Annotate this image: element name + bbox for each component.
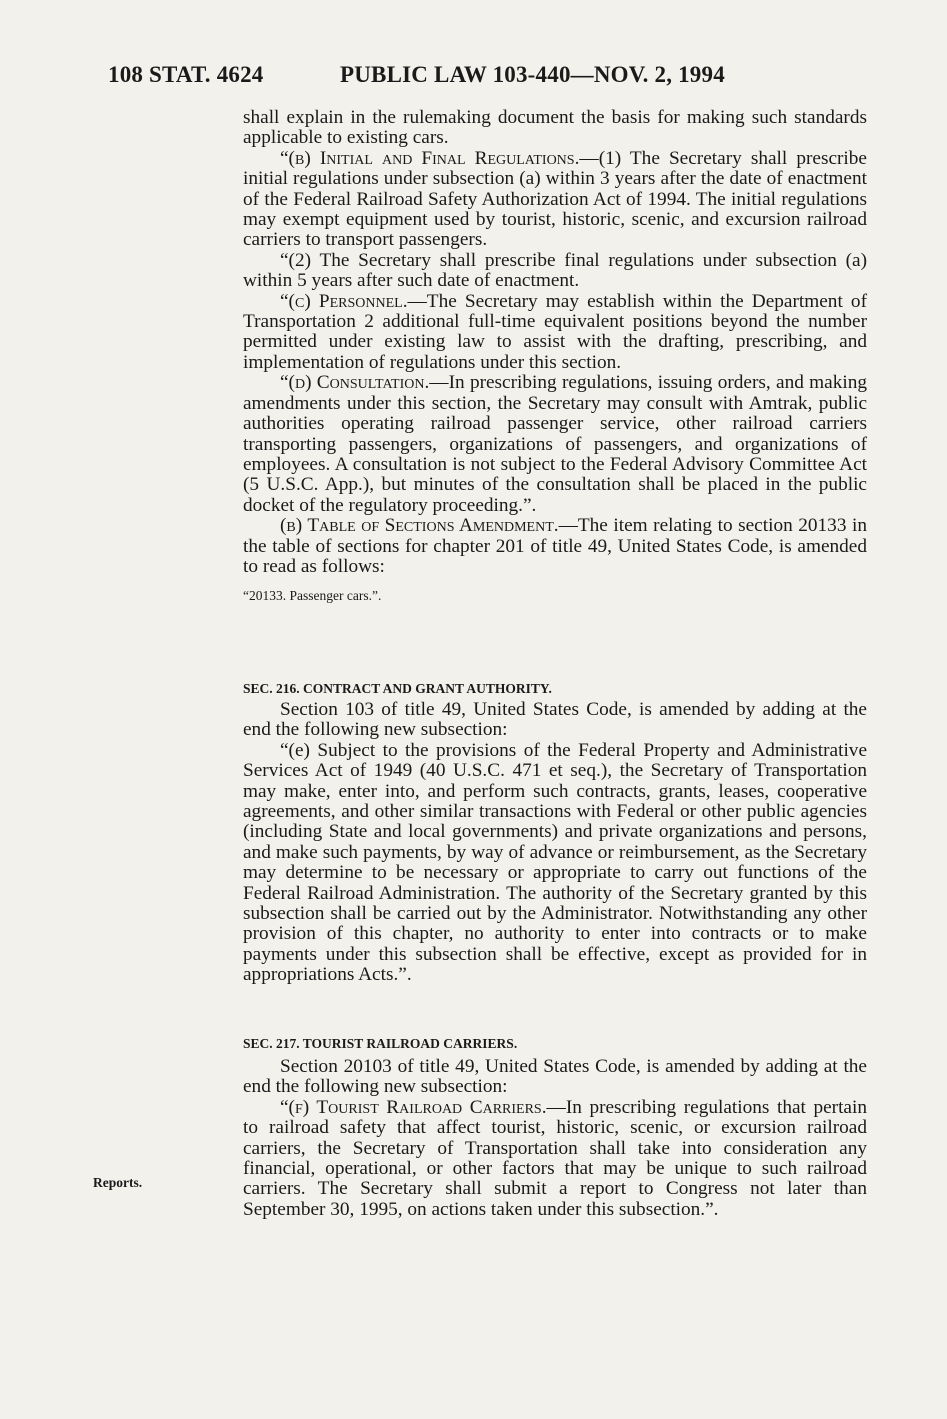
paragraph-text: —The item relating to section 20133 in the table of sections for chapter 201 of title 49, United States Code, is amended to read as follows:: [243, 515, 867, 577]
section-heading: SEC. 217. TOURIST RAILROAD CARRIERS.: [243, 1036, 518, 1051]
paragraph: Section 103 of title 49, United States Code, is amended by adding at the end the following new subsection:: [243, 699, 867, 741]
paragraph-text: —(1) The Secretary shall prescribe initial regulations under subsection (a) within 3 years after the date of enactment of the Federal Railroad Safety Authorization Act of 1994. The initial regulations may exempt equipment used by tourist, historic, scenic, and excursion railroad carriers to transport passengers.: [243, 147, 867, 251]
section-216: [243, 680, 867, 986]
paragraph: [243, 373, 867, 516]
margin-note: Reports.: [93, 1175, 143, 1190]
paragraph: [243, 149, 867, 251]
section-heading: SEC. 216. CONTRACT AND GRANT AUTHORITY.: [243, 681, 552, 696]
paragraph-text: —In prescribing regulations that pertain to railroad safety that affect tourist, historic, scenic, or excursion railroad carriers, the Secretary of Transportation shall take into consideration any financial, operational, or other factors that may be unique to such railroad carriers. The Secretary shall submit a report to Congress not later than September 30, 1995, on actions taken under this subsection.”.: [243, 1096, 867, 1220]
paragraph-text: —In prescribing regulations, issuing orders, and making amendments under this section, the Secretary may consult with Amtrak, public authorities operating railroad passenger service, other railroad carriers transporting passengers, organizations of passengers, and organizations of employees. A consultation is not subject to the Federal Advisory Committee Act (5 U.S.C. App.), but minutes of the consultation shall be placed in the public docket of the regulatory proceeding.”.: [243, 372, 867, 516]
section-217: [243, 1035, 867, 1220]
page-title: PUBLIC LAW 103-440—NOV. 2, 1994: [340, 62, 725, 87]
page-reference: 108 STAT. 4624: [108, 62, 264, 87]
subsection-label: “(d) Consultation.: [280, 372, 430, 394]
paragraph: “(2) The Secretary shall prescribe final regulations under subsection (a) within 5 years after such date of enactment.: [243, 249, 867, 292]
subsection-label: “(b) Initial and Final Regulations.: [280, 147, 580, 169]
subsection-label: (b) Table of Sections Amendment.: [280, 515, 559, 537]
paragraph: shall explain in the rulemaking document the basis for making such standards applicable to existing cars.: [243, 107, 867, 149]
paragraph: “(e) Subject to the provisions of the Federal Property and Administrative Services Act of 1949 (40 U.S.C. 471 et seq.), the Secretary of Transportation may make, enter into, and perform such contracts, grants, leases, cooperative agreements, and other similar transactions with Federal or other public agencies (including State and local governments) and private organizations and persons, and make such payments, by way of advance or reimbursement, as the Secretary may determine to be necessary or appropriate to carry out functions of the Federal Railroad Administration. The authority of the Secretary granted by this subsection shall be carried out by the Administrator. Notwithstanding any other provision of this chapter, no authority to enter into contracts or to make payments under this subsection shall be effective, except as provided for in appropriations Acts.”.: [243, 739, 867, 986]
paragraph: [243, 516, 867, 577]
paragraph: [243, 1098, 867, 1220]
subsection-label: “(f) Tourist Railroad Carriers.: [280, 1096, 547, 1118]
text-block-1: [243, 108, 867, 605]
paragraph-text: —The Secretary may establish within the Department of Transportation 2 additional full-time equivalent positions beyond the number permitted under existing law to assist with the drafting, prescribing, and implementation of regulations under this section.: [243, 290, 867, 373]
paragraph: Section 20103 of title 49, United States Code, is amended by adding at the end the following new subsection:: [243, 1056, 867, 1098]
paragraph: [243, 292, 867, 374]
subsection-label: “(c) Personnel.: [280, 290, 408, 312]
table-entry-quote: “20133. Passenger cars.”.: [243, 588, 382, 604]
page-header: [108, 62, 725, 88]
